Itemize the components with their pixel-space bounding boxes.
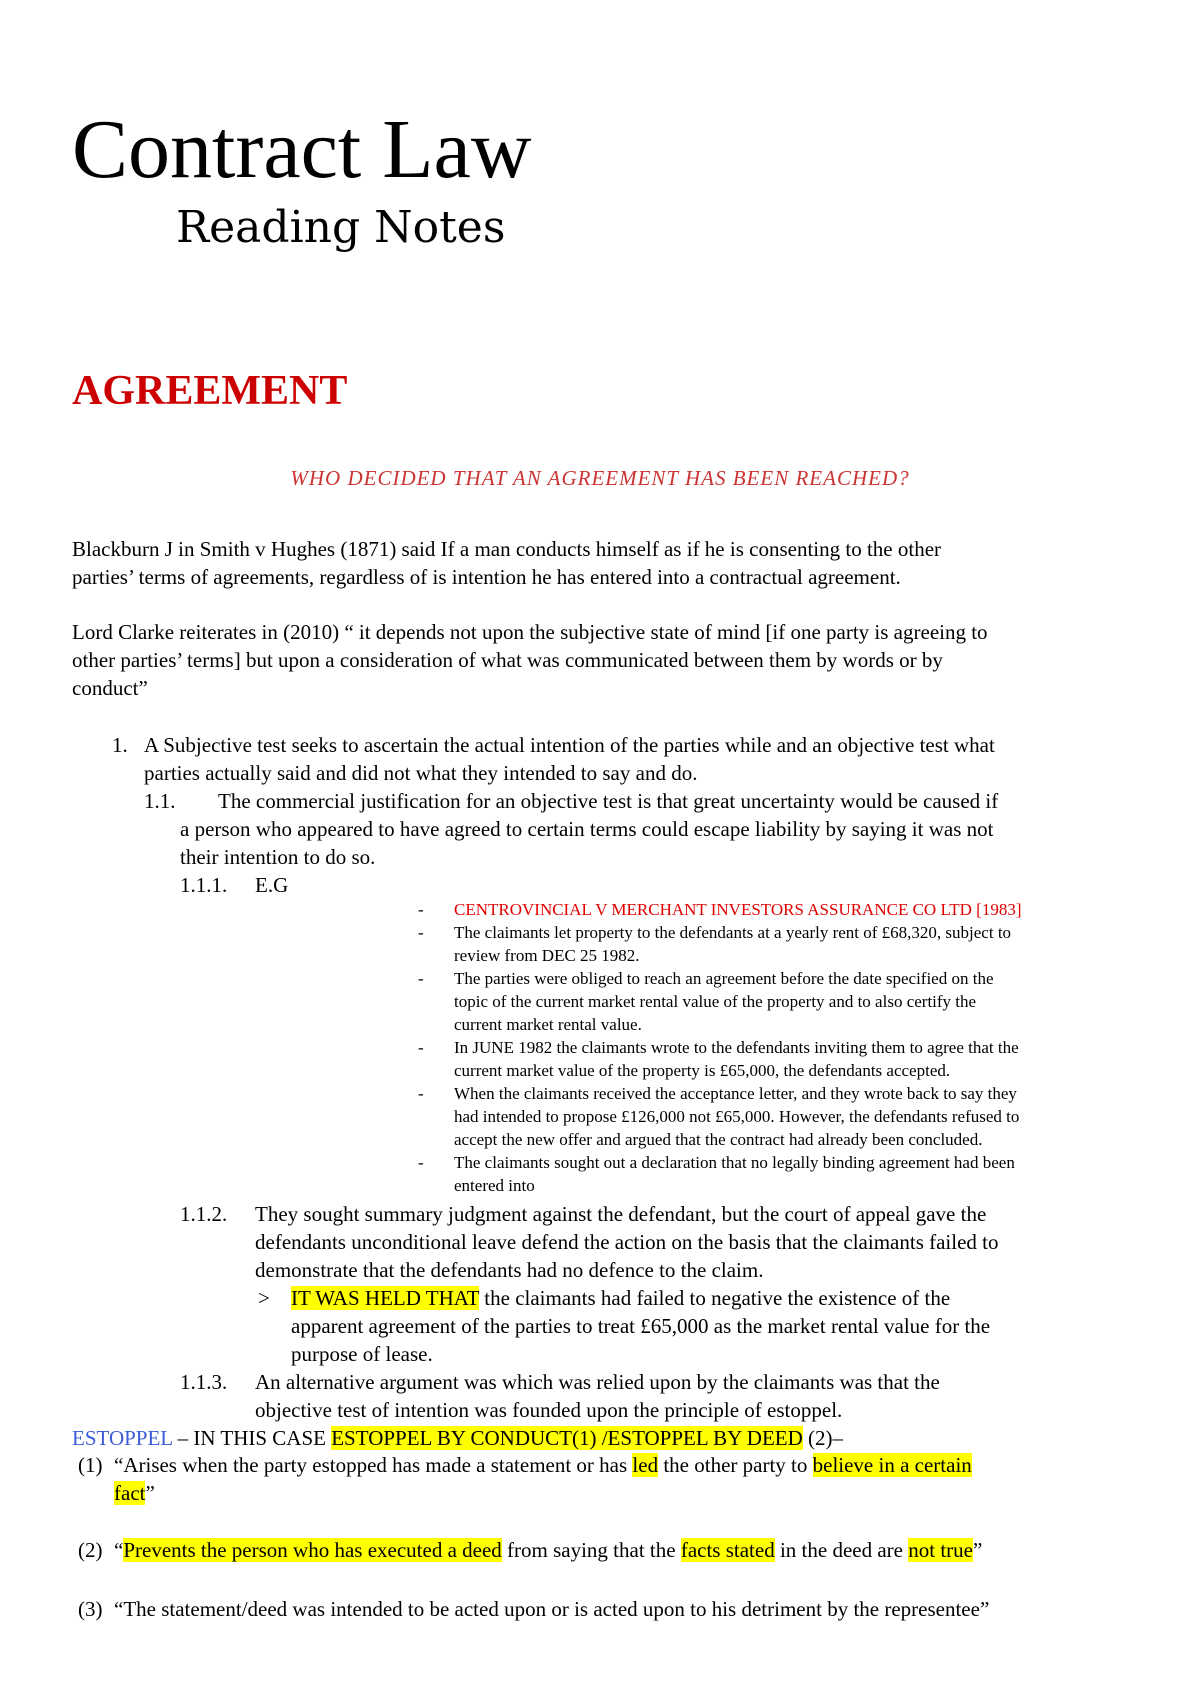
list-item-text [255, 1200, 999, 1284]
definition-text: ” [972, 1538, 983, 1562]
list-line: parties actually said and did not what they intended to say and do. [144, 761, 698, 785]
list-line: defendants unconditional leave defend the action on the basis that the claimants failed to [255, 1230, 999, 1254]
list-item-text: The commercial justification for an objective test is that great uncertainty would be caused if [218, 789, 999, 813]
bullet-dash: - [418, 923, 424, 942]
bullet-line: current market rental value. [454, 1015, 642, 1034]
paragraph-lord-clarke [72, 618, 1142, 702]
bullet-dash: - [418, 1038, 424, 1057]
definition-number: (3) [78, 1597, 103, 1621]
paragraph-line: other parties’ terms] but upon a consideration of what was communicated between them by words or by [72, 648, 943, 672]
definition-1 [114, 1451, 972, 1507]
list-line: a person who appeared to have agreed to certain terms could escape liability by saying it was not [180, 817, 994, 841]
case-bullet-text [454, 1082, 1019, 1151]
bullet-dash: - [418, 1084, 424, 1103]
bullet-line: When the claimants received the acceptance letter, and they wrote back to say they [454, 1084, 1017, 1103]
paragraph-line: Lord Clarke reiterates in (2010) “ it depends not upon the subjective state of mind [if one party is agreeing to [72, 620, 988, 644]
list-number: 1.1.2. [180, 1202, 228, 1226]
definition-highlight: led [632, 1453, 659, 1477]
bullet-dash: - [418, 969, 424, 988]
held-line: purpose of lease. [291, 1342, 433, 1366]
bullet-line: The parties were obliged to reach an agreement before the date specified on the [454, 969, 994, 988]
list-line: objective test of intention was founded upon the principle of estoppel. [255, 1398, 843, 1422]
definition-text: ” [145, 1481, 155, 1505]
arrow-bullet: > [258, 1286, 270, 1310]
bullet-line: The claimants let property to the defendants at a yearly rent of £68,320, subject to [454, 923, 1012, 942]
list-line: demonstrate that the defendants had no defence to the claim. [255, 1258, 764, 1282]
held-rest: the claimants had failed to negative the existence of the [479, 1286, 951, 1310]
held-line [291, 1284, 950, 1312]
definition-number: (2) [78, 1538, 103, 1562]
bullet-line: current market value of the property is £65,000, the defendants accepted. [454, 1061, 951, 1080]
list-line: their intention to do so. [180, 845, 376, 869]
definition-3: “The statement/deed was intended to be acted upon or is acted upon to his detriment by the representee” [114, 1597, 990, 1621]
definition-text: “Arises when the party estopped has made a statement or has [114, 1453, 633, 1477]
list-number: 1.1. [144, 789, 176, 813]
section-heading: AGREEMENT [72, 368, 348, 414]
held-highlight: IT WAS HELD THAT [291, 1286, 480, 1310]
list-number: 1.1.1. [180, 873, 228, 897]
paragraph-line: parties’ terms of agreements, regardless of is intention he has entered into a contractual agreement. [72, 565, 901, 589]
bullet-line: In JUNE 1982 the claimants wrote to the defendants inviting them to agree that the [454, 1038, 1019, 1057]
document-title: Contract Law [72, 103, 532, 196]
list-item-text [255, 1368, 940, 1424]
bullet-dash: - [418, 1153, 424, 1172]
definition-highlight: facts stated [680, 1538, 775, 1562]
definition-highlight: fact [114, 1481, 146, 1505]
held-text [291, 1312, 990, 1368]
definition-text: the other party to [658, 1453, 813, 1477]
held-line: apparent agreement of the parties to treat £65,000 as the market rental value for the [291, 1314, 991, 1338]
case-bullet-text [454, 921, 1011, 967]
estoppel-heading [72, 1424, 843, 1452]
bullet-line: topic of the current market rental value of the property and to also certify the [454, 992, 977, 1011]
list-line: A Subjective test seeks to ascertain the actual intention of the parties while and an objective test what [144, 733, 995, 757]
bullet-line: entered into [454, 1176, 535, 1195]
list-line: An alternative argument was which was relied upon by the claimants was that the [255, 1370, 940, 1394]
definition-highlight: Prevents the person who has executed a deed [123, 1538, 502, 1562]
case-bullet-text [454, 1036, 1019, 1082]
list-item-text: E.G [255, 873, 289, 897]
list-number: 1. [112, 733, 128, 757]
definition-highlight: believe in a certain [812, 1453, 972, 1477]
bullet-line: accept the new offer and argued that the contract had already been concluded. [454, 1130, 983, 1149]
case-name: CENTROVINCIAL V MERCHANT INVESTORS ASSURANCE CO LTD [1983] [454, 900, 1022, 919]
estoppel-label: ESTOPPEL [72, 1426, 173, 1450]
case-bullet-text [454, 1151, 1015, 1197]
bullet-line: The claimants sought out a declaration that no legally binding agreement had been [454, 1153, 1015, 1172]
definition-2 [114, 1536, 982, 1564]
bullet-line: review from DEC 25 1982. [454, 946, 640, 965]
bullet-line: had intended to propose £126,000 not £65,000. However, the defendants refused to [454, 1107, 1020, 1126]
case-bullet-text [454, 967, 994, 1036]
estoppel-mid: – IN THIS CASE [172, 1426, 332, 1450]
definition-highlight: not true [908, 1538, 973, 1562]
definition-text: “ [114, 1538, 124, 1562]
paragraph-line: Blackburn J in Smith v Hughes (1871) said If a man conducts himself as if he is consenting to the other [72, 537, 942, 561]
document-subtitle: Reading Notes [176, 202, 506, 253]
section-question: WHO DECIDED THAT AN AGREEMENT HAS BEEN REACHED? [290, 466, 910, 490]
paragraph-smith-v-hughes [72, 535, 1142, 591]
list-number: 1.1.3. [180, 1370, 228, 1394]
definition-text: from saying that the [501, 1538, 681, 1562]
list-item-text [180, 815, 993, 871]
definition-text: in the deed are [774, 1538, 909, 1562]
bullet-dash: - [418, 900, 424, 919]
estoppel-end: (2)– [802, 1426, 844, 1450]
estoppel-highlight: ESTOPPEL BY CONDUCT(1) /ESTOPPEL BY DEED [331, 1426, 803, 1450]
definition-number: (1) [78, 1453, 103, 1477]
list-item-text [144, 731, 995, 787]
list-line: They sought summary judgment against the defendant, but the court of appeal gave the [255, 1202, 987, 1226]
paragraph-line: conduct” [72, 676, 148, 700]
